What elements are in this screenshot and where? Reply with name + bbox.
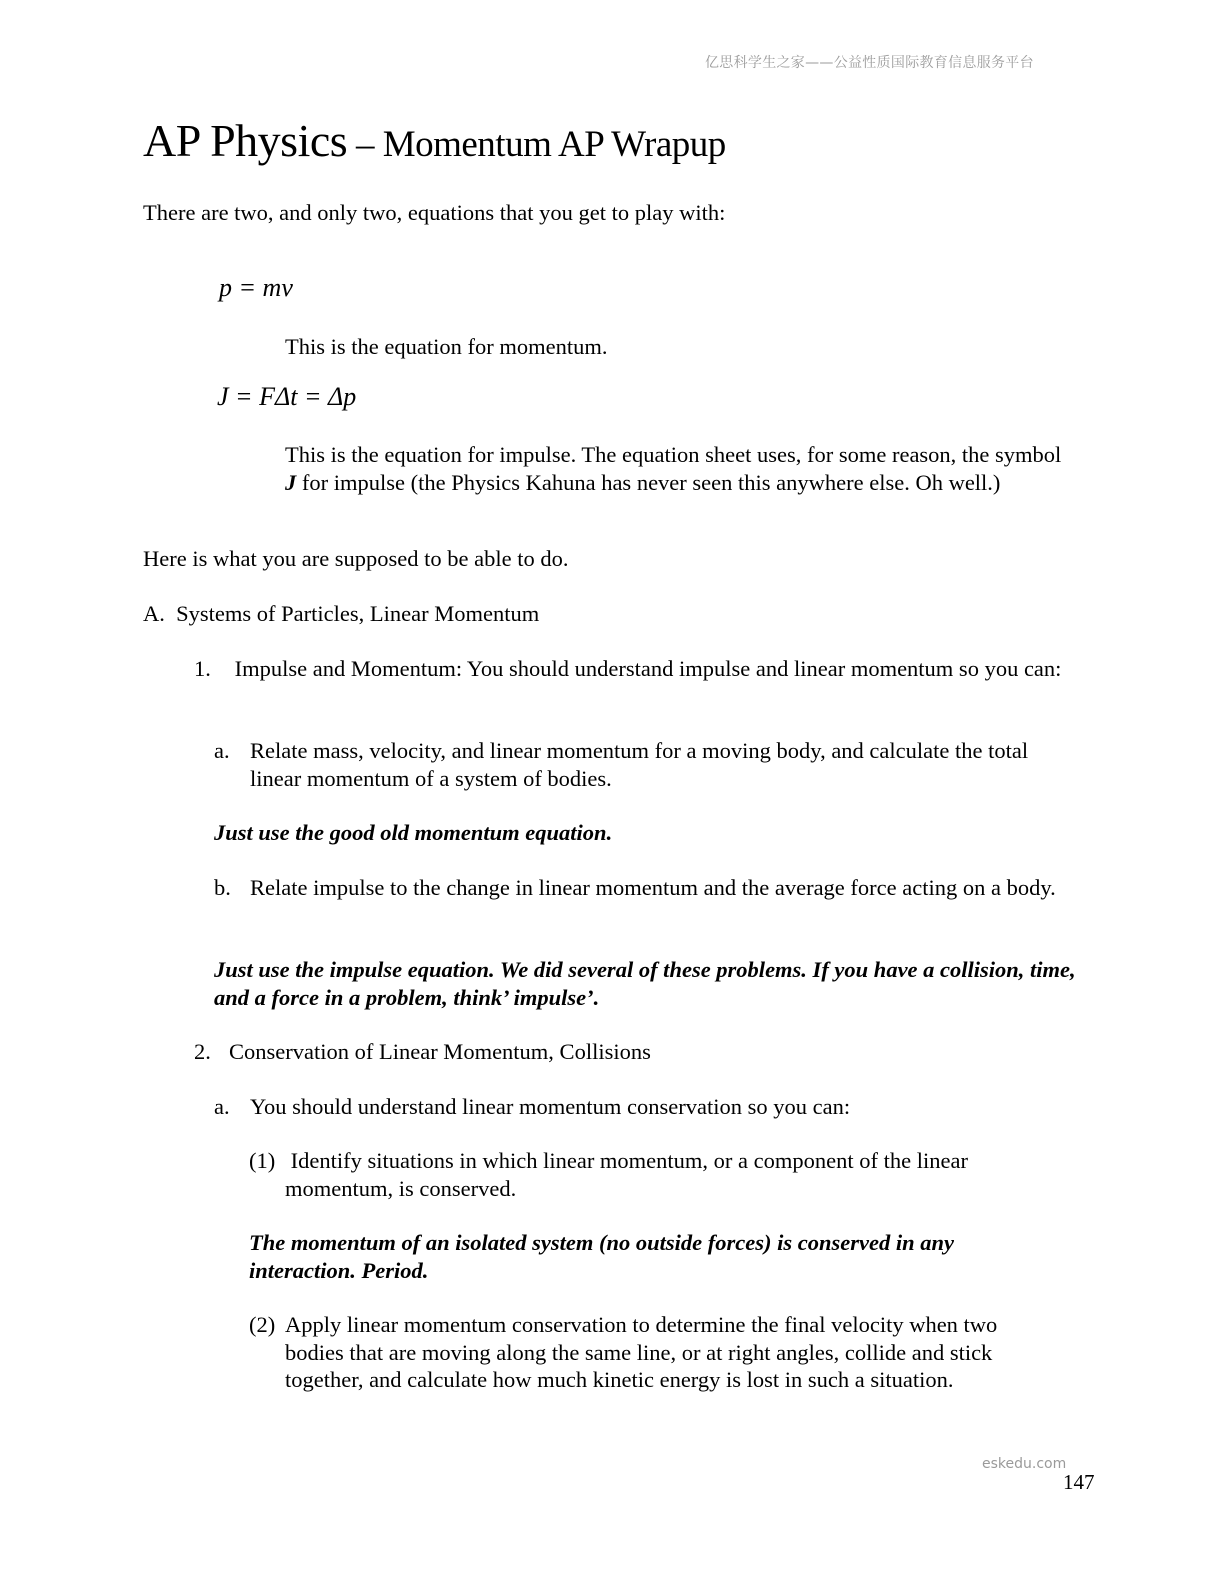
list-item-1-text: Impulse and Momentum: You should understand impulse and linear momentum so you can: (229, 656, 1062, 681)
page-title (143, 114, 726, 167)
list-item-1a-letter: a. (214, 738, 230, 763)
footer-watermark: eskedu.com (982, 1456, 1067, 1472)
list-item-2 (194, 1038, 1074, 1066)
list-item-2a-text: You should understand linear momentum conservation so you can: (250, 1094, 851, 1119)
list-item-1b-text: Relate impulse to the change in linear momentum and the average force acting on a body. (250, 875, 1056, 900)
lead-in-text: Here is what you are supposed to be able to do. (143, 546, 569, 571)
list-item-2-text: Conservation of Linear Momentum, Collisions (229, 1039, 651, 1064)
list-item-1a (214, 737, 1084, 792)
list-item-1b-letter: b. (214, 875, 231, 900)
list-item-2-number: 2. (194, 1039, 211, 1064)
list-item-1-number: 1. (194, 656, 211, 681)
list-item-2a-point-2 (249, 1311, 1049, 1394)
point-2-text: Apply linear momentum conservation to determine the final velocity when two bodies that are moving along the same line, or at right angles, collide and stick together, and calculate how much kinetic energy is lost in such a situation. (285, 1312, 998, 1392)
list-item-1a-text: Relate mass, velocity, and linear momentum for a moving body, and calculate the total linear momentum of a system of bodies. (250, 738, 1029, 791)
momentum-eq-lhs: p (219, 273, 232, 302)
section-a-label: A. (143, 601, 165, 626)
title-sub: Momentum AP Wrapup (382, 124, 726, 165)
list-item-1a-note: Just use the good old momentum equation. (214, 820, 613, 845)
impulse-equation: J = FΔt = Δp (217, 382, 357, 411)
title-main: AP Physics (143, 115, 348, 166)
impulse-symbol: J (285, 469, 297, 495)
list-item-2a-point-1 (249, 1147, 1019, 1202)
point-2-label: (2) (249, 1312, 276, 1337)
list-item-1 (194, 655, 1074, 683)
point-1-text: Identify situations in which linear momentum, or a component of the linear momentum, is conserved. (285, 1148, 968, 1201)
section-a-heading (143, 600, 539, 628)
list-item-1b-note: Just use the impulse equation. We did several of these problems. If you have a collision, time, and a force in a problem, think’ impulse’. (214, 957, 1076, 1010)
header-watermark: 亿思科学生之家——公益性质国际教育信息服务平台 (705, 55, 1034, 71)
list-item-1b (214, 874, 1064, 902)
intro-paragraph: There are two, and only two, equations that you get to play with: (143, 200, 726, 225)
page-number: 147 (1063, 1470, 1095, 1494)
momentum-eq-rhs: = mv (232, 273, 293, 302)
momentum-equation (219, 273, 293, 303)
title-dash: – (347, 124, 383, 165)
list-item-2a (214, 1093, 1084, 1121)
momentum-equation-description: This is the equation for momentum. (285, 334, 608, 359)
point-1-label: (1) (249, 1148, 276, 1173)
point-1-note: The momentum of an isolated system (no outside forces) is conserved in any interaction. Period. (249, 1230, 954, 1283)
section-a-title: Systems of Particles, Linear Momentum (176, 601, 540, 626)
impulse-equation-description: This is the equation for impulse. The equation sheet uses, for some reason, the symbol J for impulse (the Physics Kahuna has never seen this anywhere else. Oh well.) (285, 442, 1062, 495)
list-item-2a-letter: a. (214, 1094, 230, 1119)
